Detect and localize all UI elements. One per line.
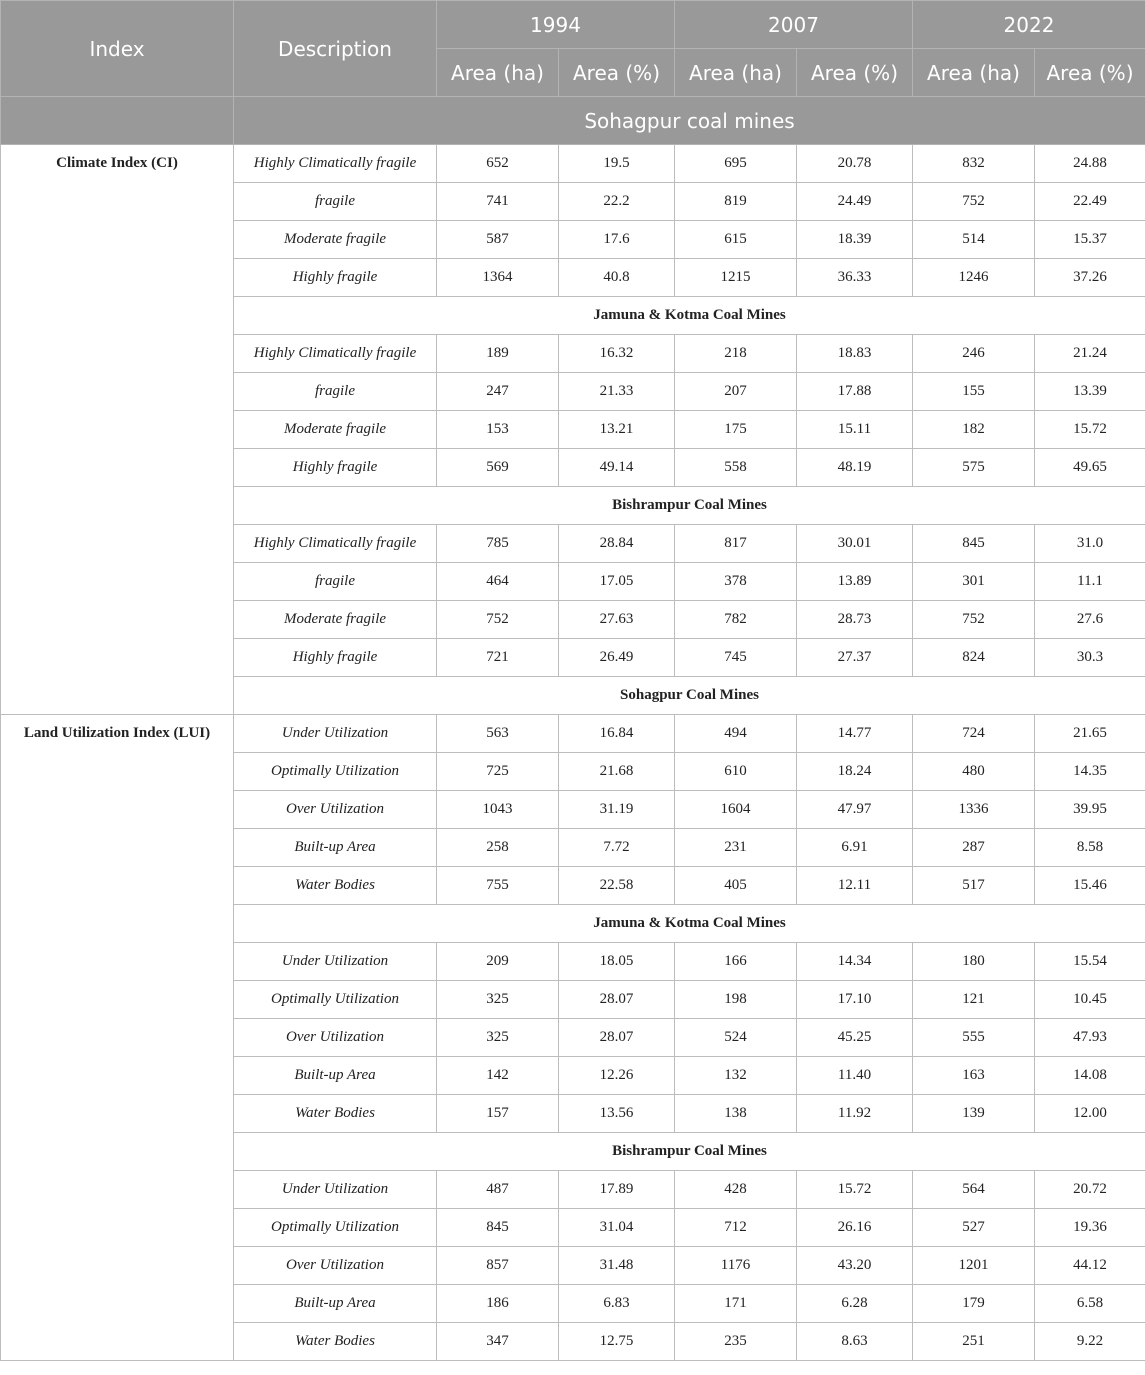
area-ha-cell: 587 xyxy=(437,221,559,259)
area-ha-cell: 1201 xyxy=(913,1247,1035,1285)
area-ha-cell: 782 xyxy=(675,601,797,639)
area-pct-cell: 15.46 xyxy=(1035,867,1145,905)
area-ha-cell: 405 xyxy=(675,867,797,905)
area-pct-cell: 26.49 xyxy=(559,639,675,677)
area-ha-cell: 218 xyxy=(675,335,797,373)
area-ha-cell: 755 xyxy=(437,867,559,905)
area-pct-cell: 44.12 xyxy=(1035,1247,1145,1285)
area-ha-cell: 198 xyxy=(675,981,797,1019)
area-pct-cell: 22.58 xyxy=(559,867,675,905)
description-cell: fragile xyxy=(234,563,437,601)
area-ha-cell: 287 xyxy=(913,829,1035,867)
section-label: Sohagpur Coal Mines xyxy=(234,677,1145,715)
area-pct-cell: 18.05 xyxy=(559,943,675,981)
header-description: Description xyxy=(234,1,437,97)
description-cell: Built-up Area xyxy=(234,1057,437,1095)
area-ha-cell: 325 xyxy=(437,1019,559,1057)
area-pct-cell: 27.37 xyxy=(797,639,913,677)
area-ha-cell: 325 xyxy=(437,981,559,1019)
area-ha-cell: 741 xyxy=(437,183,559,221)
description-cell: fragile xyxy=(234,373,437,411)
area-ha-cell: 610 xyxy=(675,753,797,791)
area-ha-cell: 247 xyxy=(437,373,559,411)
area-ha-cell: 857 xyxy=(437,1247,559,1285)
area-pct-cell: 39.95 xyxy=(1035,791,1145,829)
area-ha-cell: 725 xyxy=(437,753,559,791)
area-pct-cell: 24.88 xyxy=(1035,145,1145,183)
area-ha-cell: 138 xyxy=(675,1095,797,1133)
area-ha-cell: 652 xyxy=(437,145,559,183)
area-pct-cell: 6.91 xyxy=(797,829,913,867)
area-pct-cell: 11.1 xyxy=(1035,563,1145,601)
area-ha-cell: 785 xyxy=(437,525,559,563)
area-ha-cell: 517 xyxy=(913,867,1035,905)
area-pct-cell: 14.35 xyxy=(1035,753,1145,791)
area-ha-cell: 575 xyxy=(913,449,1035,487)
area-pct-cell: 17.88 xyxy=(797,373,913,411)
area-ha-cell: 1336 xyxy=(913,791,1035,829)
area-pct-cell: 15.54 xyxy=(1035,943,1145,981)
area-pct-cell: 21.68 xyxy=(559,753,675,791)
area-ha-cell: 428 xyxy=(675,1171,797,1209)
area-ha-cell: 487 xyxy=(437,1171,559,1209)
area-ha-cell: 1246 xyxy=(913,259,1035,297)
area-pct-cell: 28.07 xyxy=(559,981,675,1019)
area-pct-cell: 12.00 xyxy=(1035,1095,1145,1133)
area-pct-cell: 6.28 xyxy=(797,1285,913,1323)
area-ha-cell: 724 xyxy=(913,715,1035,753)
area-ha-cell: 180 xyxy=(913,943,1035,981)
area-ha-cell: 514 xyxy=(913,221,1035,259)
area-ha-cell: 712 xyxy=(675,1209,797,1247)
area-ha-cell: 1364 xyxy=(437,259,559,297)
area-pct-cell: 12.75 xyxy=(559,1323,675,1361)
description-cell: Highly Climatically fragile xyxy=(234,525,437,563)
area-ha-cell: 527 xyxy=(913,1209,1035,1247)
area-pct-cell: 48.19 xyxy=(797,449,913,487)
area-ha-cell: 721 xyxy=(437,639,559,677)
area-pct-cell: 20.72 xyxy=(1035,1171,1145,1209)
area-pct-cell: 49.65 xyxy=(1035,449,1145,487)
area-ha-cell: 1043 xyxy=(437,791,559,829)
section-label: Bishrampur Coal Mines xyxy=(234,1133,1145,1171)
area-ha-cell: 695 xyxy=(675,145,797,183)
area-pct-cell: 13.21 xyxy=(559,411,675,449)
area-pct-cell: 31.19 xyxy=(559,791,675,829)
area-pct-cell: 45.25 xyxy=(797,1019,913,1057)
description-cell: Highly fragile xyxy=(234,639,437,677)
area-pct-cell: 14.34 xyxy=(797,943,913,981)
description-cell: Over Utilization xyxy=(234,1019,437,1057)
area-pct-cell: 40.8 xyxy=(559,259,675,297)
description-cell: Built-up Area xyxy=(234,1285,437,1323)
area-ha-cell: 231 xyxy=(675,829,797,867)
area-ha-cell: 235 xyxy=(675,1323,797,1361)
area-pct-cell: 28.73 xyxy=(797,601,913,639)
description-cell: fragile xyxy=(234,183,437,221)
area-pct-cell: 43.20 xyxy=(797,1247,913,1285)
area-pct-cell: 11.92 xyxy=(797,1095,913,1133)
area-ha-cell: 189 xyxy=(437,335,559,373)
area-ha-cell: 845 xyxy=(437,1209,559,1247)
area-ha-cell: 179 xyxy=(913,1285,1035,1323)
area-pct-cell: 22.49 xyxy=(1035,183,1145,221)
header-section-sohagpur: Sohagpur coal mines xyxy=(234,97,1145,145)
area-pct-cell: 17.89 xyxy=(559,1171,675,1209)
header-area-ha: Area (ha) xyxy=(675,49,797,97)
area-ha-cell: 175 xyxy=(675,411,797,449)
section-label: Jamuna & Kotma Coal Mines xyxy=(234,297,1145,335)
description-cell: Moderate fragile xyxy=(234,411,437,449)
description-cell: Optimally Utilization xyxy=(234,981,437,1019)
header-year-1994: 1994 xyxy=(437,1,675,49)
area-ha-cell: 569 xyxy=(437,449,559,487)
area-ha-cell: 1604 xyxy=(675,791,797,829)
area-pct-cell: 13.89 xyxy=(797,563,913,601)
area-ha-cell: 563 xyxy=(437,715,559,753)
area-ha-cell: 494 xyxy=(675,715,797,753)
area-pct-cell: 21.24 xyxy=(1035,335,1145,373)
description-cell: Built-up Area xyxy=(234,829,437,867)
area-ha-cell: 132 xyxy=(675,1057,797,1095)
area-ha-cell: 155 xyxy=(913,373,1035,411)
area-pct-cell: 22.2 xyxy=(559,183,675,221)
description-cell: Highly fragile xyxy=(234,259,437,297)
description-cell: Under Utilization xyxy=(234,1171,437,1209)
area-pct-cell: 14.77 xyxy=(797,715,913,753)
area-pct-cell: 27.63 xyxy=(559,601,675,639)
area-pct-cell: 15.72 xyxy=(797,1171,913,1209)
header-area-pct: Area (%) xyxy=(797,49,913,97)
description-cell: Water Bodies xyxy=(234,1323,437,1361)
area-pct-cell: 31.04 xyxy=(559,1209,675,1247)
description-cell: Water Bodies xyxy=(234,1095,437,1133)
area-ha-cell: 1215 xyxy=(675,259,797,297)
area-pct-cell: 21.33 xyxy=(559,373,675,411)
area-ha-cell: 207 xyxy=(675,373,797,411)
area-ha-cell: 209 xyxy=(437,943,559,981)
area-pct-cell: 27.6 xyxy=(1035,601,1145,639)
area-ha-cell: 824 xyxy=(913,639,1035,677)
area-pct-cell: 26.16 xyxy=(797,1209,913,1247)
area-ha-cell: 752 xyxy=(437,601,559,639)
area-pct-cell: 18.24 xyxy=(797,753,913,791)
area-ha-cell: 121 xyxy=(913,981,1035,1019)
area-ha-cell: 166 xyxy=(675,943,797,981)
description-cell: Over Utilization xyxy=(234,791,437,829)
area-ha-cell: 752 xyxy=(913,601,1035,639)
area-pct-cell: 6.58 xyxy=(1035,1285,1145,1323)
description-cell: Under Utilization xyxy=(234,943,437,981)
header-area-ha: Area (ha) xyxy=(913,49,1035,97)
description-cell: Optimally Utilization xyxy=(234,1209,437,1247)
area-pct-cell: 15.72 xyxy=(1035,411,1145,449)
description-cell: Moderate fragile xyxy=(234,601,437,639)
area-pct-cell: 47.93 xyxy=(1035,1019,1145,1057)
area-ha-cell: 564 xyxy=(913,1171,1035,1209)
area-pct-cell: 10.45 xyxy=(1035,981,1145,1019)
header-blank-cell xyxy=(1,97,234,145)
area-ha-cell: 301 xyxy=(913,563,1035,601)
header-index: Index xyxy=(1,1,234,97)
area-pct-cell: 31.48 xyxy=(559,1247,675,1285)
description-cell: Highly Climatically fragile xyxy=(234,145,437,183)
area-pct-cell: 12.11 xyxy=(797,867,913,905)
area-pct-cell: 8.58 xyxy=(1035,829,1145,867)
header-area-pct: Area (%) xyxy=(1035,49,1145,97)
table-header xyxy=(1,1,1145,145)
area-ha-cell: 378 xyxy=(675,563,797,601)
area-ha-cell: 845 xyxy=(913,525,1035,563)
index-cell: Climate Index (CI) xyxy=(1,145,234,715)
area-pct-cell: 6.83 xyxy=(559,1285,675,1323)
area-ha-cell: 163 xyxy=(913,1057,1035,1095)
area-ha-cell: 142 xyxy=(437,1057,559,1095)
area-pct-cell: 24.49 xyxy=(797,183,913,221)
area-ha-cell: 555 xyxy=(913,1019,1035,1057)
description-cell: Highly Climatically fragile xyxy=(234,335,437,373)
area-pct-cell: 30.01 xyxy=(797,525,913,563)
area-pct-cell: 16.32 xyxy=(559,335,675,373)
header-year-2007: 2007 xyxy=(675,1,913,49)
area-ha-cell: 752 xyxy=(913,183,1035,221)
area-pct-cell: 11.40 xyxy=(797,1057,913,1095)
area-ha-cell: 819 xyxy=(675,183,797,221)
area-pct-cell: 14.08 xyxy=(1035,1057,1145,1095)
area-pct-cell: 19.5 xyxy=(559,145,675,183)
area-ha-cell: 558 xyxy=(675,449,797,487)
area-pct-cell: 31.0 xyxy=(1035,525,1145,563)
area-ha-cell: 171 xyxy=(675,1285,797,1323)
area-ha-cell: 615 xyxy=(675,221,797,259)
area-pct-cell: 20.78 xyxy=(797,145,913,183)
header-area-ha: Area (ha) xyxy=(437,49,559,97)
area-pct-cell: 15.37 xyxy=(1035,221,1145,259)
area-ha-cell: 251 xyxy=(913,1323,1035,1361)
area-pct-cell: 28.84 xyxy=(559,525,675,563)
description-cell: Highly fragile xyxy=(234,449,437,487)
table-row xyxy=(1,145,1145,183)
area-pct-cell: 17.6 xyxy=(559,221,675,259)
area-pct-cell: 21.65 xyxy=(1035,715,1145,753)
area-pct-cell: 17.05 xyxy=(559,563,675,601)
area-ha-cell: 182 xyxy=(913,411,1035,449)
area-pct-cell: 13.56 xyxy=(559,1095,675,1133)
area-ha-cell: 464 xyxy=(437,563,559,601)
area-pct-cell: 37.26 xyxy=(1035,259,1145,297)
area-pct-cell: 9.22 xyxy=(1035,1323,1145,1361)
description-cell: Under Utilization xyxy=(234,715,437,753)
area-ha-cell: 186 xyxy=(437,1285,559,1323)
table-row xyxy=(1,715,1145,753)
index-cell: Land Utilization Index (LUI) xyxy=(1,715,234,1361)
area-pct-cell: 15.11 xyxy=(797,411,913,449)
area-ha-cell: 246 xyxy=(913,335,1035,373)
area-pct-cell: 49.14 xyxy=(559,449,675,487)
area-ha-cell: 139 xyxy=(913,1095,1035,1133)
area-pct-cell: 30.3 xyxy=(1035,639,1145,677)
area-ha-cell: 524 xyxy=(675,1019,797,1057)
description-cell: Over Utilization xyxy=(234,1247,437,1285)
area-ha-cell: 153 xyxy=(437,411,559,449)
area-ha-cell: 745 xyxy=(675,639,797,677)
section-label: Jamuna & Kotma Coal Mines xyxy=(234,905,1145,943)
area-pct-cell: 19.36 xyxy=(1035,1209,1145,1247)
area-pct-cell: 16.84 xyxy=(559,715,675,753)
description-cell: Moderate fragile xyxy=(234,221,437,259)
area-ha-cell: 832 xyxy=(913,145,1035,183)
section-label: Bishrampur Coal Mines xyxy=(234,487,1145,525)
area-pct-cell: 36.33 xyxy=(797,259,913,297)
area-ha-cell: 258 xyxy=(437,829,559,867)
area-ha-cell: 1176 xyxy=(675,1247,797,1285)
header-area-pct: Area (%) xyxy=(559,49,675,97)
area-ha-cell: 817 xyxy=(675,525,797,563)
area-pct-cell: 8.63 xyxy=(797,1323,913,1361)
area-pct-cell: 28.07 xyxy=(559,1019,675,1057)
description-cell: Optimally Utilization xyxy=(234,753,437,791)
area-pct-cell: 18.39 xyxy=(797,221,913,259)
area-ha-cell: 157 xyxy=(437,1095,559,1133)
area-pct-cell: 47.97 xyxy=(797,791,913,829)
area-pct-cell: 17.10 xyxy=(797,981,913,1019)
area-pct-cell: 12.26 xyxy=(559,1057,675,1095)
area-ha-cell: 480 xyxy=(913,753,1035,791)
area-pct-cell: 13.39 xyxy=(1035,373,1145,411)
table-body xyxy=(1,145,1145,1361)
description-cell: Water Bodies xyxy=(234,867,437,905)
area-pct-cell: 18.83 xyxy=(797,335,913,373)
area-pct-cell: 7.72 xyxy=(559,829,675,867)
area-ha-cell: 347 xyxy=(437,1323,559,1361)
header-year-2022: 2022 xyxy=(913,1,1145,49)
